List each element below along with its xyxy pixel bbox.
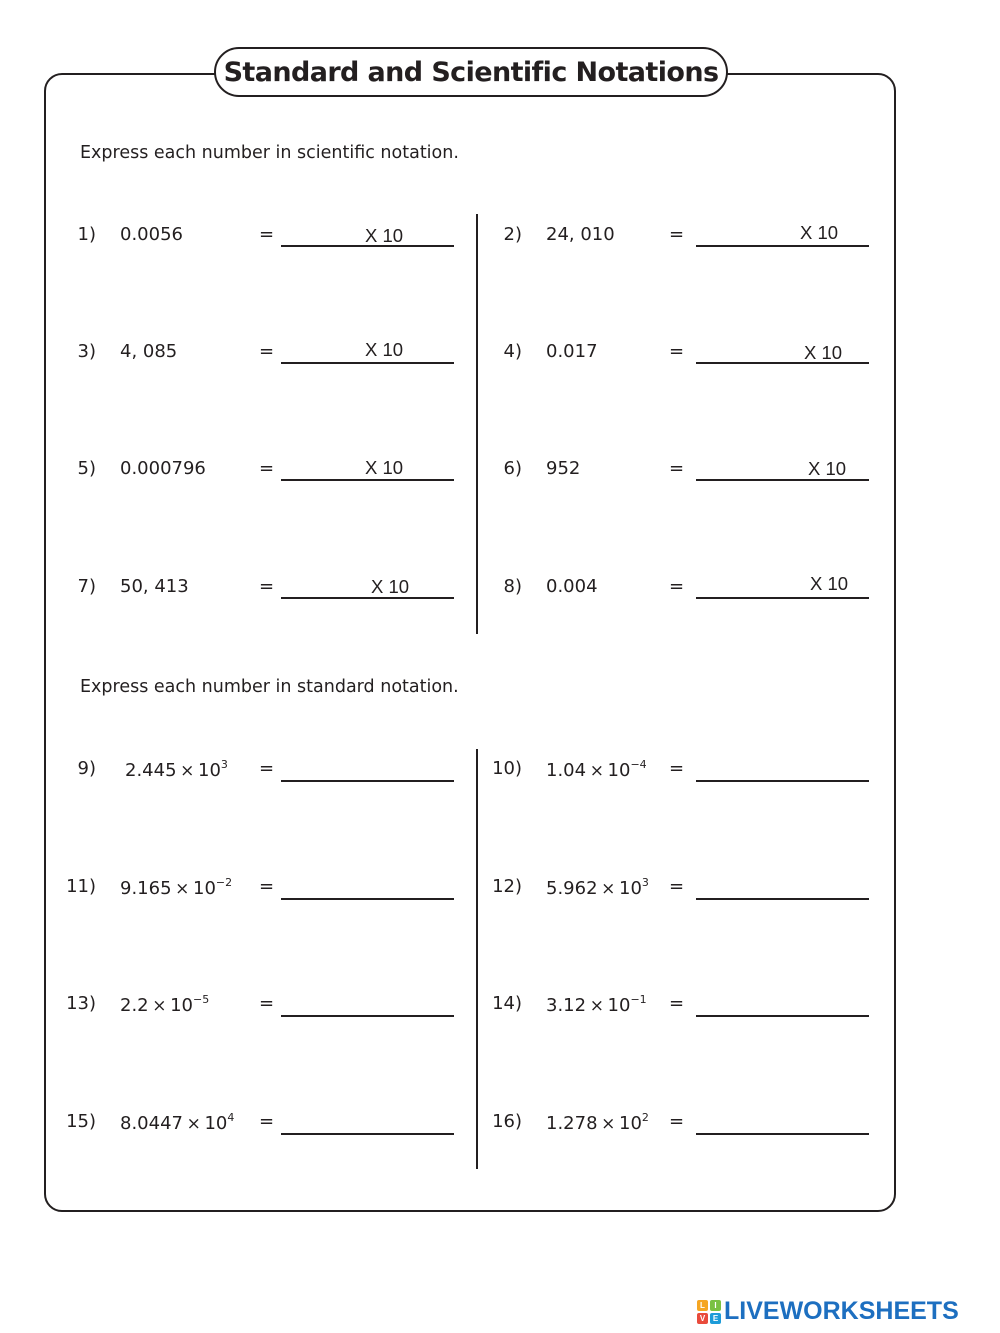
page-title: Standard and Scientific Notations <box>223 56 719 88</box>
exponent: −1 <box>630 993 647 1006</box>
exponent: 4 <box>227 1111 235 1124</box>
answer-line[interactable] <box>281 898 454 900</box>
equals-sign: = <box>669 576 685 597</box>
base-ten: 10 <box>170 995 194 1016</box>
exponent: 3 <box>220 758 228 771</box>
problem-expression <box>546 876 649 899</box>
coefficient: 1.04 <box>546 760 587 781</box>
answer-line[interactable] <box>696 780 869 782</box>
times-ten-label: X 10 <box>365 225 404 246</box>
logo-letter: V <box>697 1313 708 1324</box>
equals-sign: = <box>669 1111 685 1132</box>
answer-line[interactable] <box>281 362 454 364</box>
times-ten-label: X 10 <box>804 342 843 363</box>
problem-expression <box>120 1111 234 1134</box>
answer-line[interactable] <box>281 1015 454 1017</box>
coefficient: 8.0447 <box>120 1113 183 1134</box>
problem-expression <box>546 758 647 781</box>
problem-number: 15) <box>66 1111 96 1132</box>
problem-number: 6) <box>503 458 522 479</box>
problem-value: 0.004 <box>546 576 598 597</box>
title-banner <box>214 47 728 97</box>
equals-sign: = <box>259 876 275 897</box>
exponent: −5 <box>193 993 210 1006</box>
problem-number: 3) <box>77 341 96 362</box>
equals-sign: = <box>669 876 685 897</box>
base-ten: 10 <box>607 995 631 1016</box>
coefficient: 3.12 <box>546 995 587 1016</box>
base-ten: 10 <box>607 760 631 781</box>
problem-expression <box>120 876 232 899</box>
times-sign: × <box>601 879 616 899</box>
times-ten-label: X 10 <box>365 339 404 360</box>
equals-sign: = <box>669 458 685 479</box>
problem-number: 5) <box>77 458 96 479</box>
answer-line[interactable] <box>281 780 454 782</box>
problem-expression <box>120 993 209 1016</box>
problem-value: 952 <box>546 458 581 479</box>
logo-letter: L <box>697 1300 708 1311</box>
problem-number: 4) <box>503 341 522 362</box>
answer-line[interactable] <box>696 245 869 247</box>
problem-number: 10) <box>492 758 522 779</box>
coefficient: 9.165 <box>120 878 172 899</box>
base-ten: 10 <box>193 878 216 899</box>
times-ten-label: X 10 <box>800 222 839 243</box>
problem-value: 0.017 <box>546 341 598 362</box>
base-ten: 10 <box>619 878 642 899</box>
brand-text: LIVEWORKSHEETS <box>724 1297 959 1325</box>
problem-value: 4, 085 <box>120 341 178 362</box>
problem-expression <box>125 758 228 781</box>
exponent: −4 <box>630 758 647 771</box>
answer-line[interactable] <box>696 898 869 900</box>
answer-line[interactable] <box>696 362 869 364</box>
exponent: 3 <box>641 876 649 889</box>
problem-expression <box>546 1111 649 1134</box>
exponent: −2 <box>215 876 233 889</box>
problem-expression <box>546 993 647 1016</box>
problem-number: 1) <box>77 224 96 245</box>
exponent: 2 <box>641 1111 649 1124</box>
logo-letter: I <box>710 1300 721 1311</box>
equals-sign: = <box>669 758 685 779</box>
times-sign: × <box>186 1114 201 1134</box>
problem-value: 50, 413 <box>120 576 189 597</box>
times-ten-label: X 10 <box>365 457 404 478</box>
problem-number: 12) <box>492 876 522 897</box>
times-sign: × <box>152 996 167 1016</box>
answer-line[interactable] <box>696 1015 869 1017</box>
base-ten: 10 <box>198 760 221 781</box>
problem-number: 11) <box>66 876 96 897</box>
base-ten: 10 <box>619 1113 642 1134</box>
instruction-scientific: Express each number in scientific notation. <box>80 143 459 163</box>
times-ten-label: X 10 <box>808 458 847 479</box>
problem-number: 8) <box>503 576 522 597</box>
logo-letter: E <box>710 1313 721 1324</box>
times-sign: × <box>589 761 604 781</box>
coefficient: 5.962 <box>546 878 598 899</box>
liveworksheets-logo-icon <box>697 1300 721 1324</box>
problem-number: 7) <box>77 576 96 597</box>
equals-sign: = <box>259 993 275 1014</box>
equals-sign: = <box>669 993 685 1014</box>
problem-number: 16) <box>492 1111 522 1132</box>
instruction-standard: Express each number in standard notation. <box>80 677 459 697</box>
problem-value: 0.000796 <box>120 458 206 479</box>
answer-line[interactable] <box>696 1133 869 1135</box>
answer-line[interactable] <box>281 1133 454 1135</box>
base-ten: 10 <box>204 1113 228 1134</box>
problem-value: 0.0056 <box>120 224 183 245</box>
equals-sign: = <box>259 758 275 779</box>
answer-line[interactable] <box>696 597 869 599</box>
problem-value: 24, 010 <box>546 224 615 245</box>
equals-sign: = <box>259 224 275 245</box>
coefficient: 2.2 <box>120 995 149 1016</box>
times-ten-label: X 10 <box>371 576 410 597</box>
problem-number: 9) <box>77 758 96 779</box>
problem-number: 2) <box>503 224 522 245</box>
times-sign: × <box>601 1114 616 1134</box>
times-ten-label: X 10 <box>810 573 849 594</box>
answer-line[interactable] <box>281 479 454 481</box>
answer-line[interactable] <box>281 597 454 599</box>
coefficient: 1.278 <box>546 1113 598 1134</box>
problem-number: 13) <box>66 993 96 1014</box>
times-sign: × <box>175 879 190 899</box>
liveworksheets-brand <box>697 1297 959 1326</box>
equals-sign: = <box>669 341 685 362</box>
equals-sign: = <box>259 576 275 597</box>
column-divider-2 <box>476 749 478 1169</box>
times-sign: × <box>180 761 195 781</box>
equals-sign: = <box>259 458 275 479</box>
problem-number: 14) <box>492 993 522 1014</box>
coefficient: 2.445 <box>125 760 177 781</box>
times-sign: × <box>589 996 604 1016</box>
equals-sign: = <box>259 341 275 362</box>
equals-sign: = <box>259 1111 275 1132</box>
column-divider-1 <box>476 214 478 634</box>
equals-sign: = <box>669 224 685 245</box>
